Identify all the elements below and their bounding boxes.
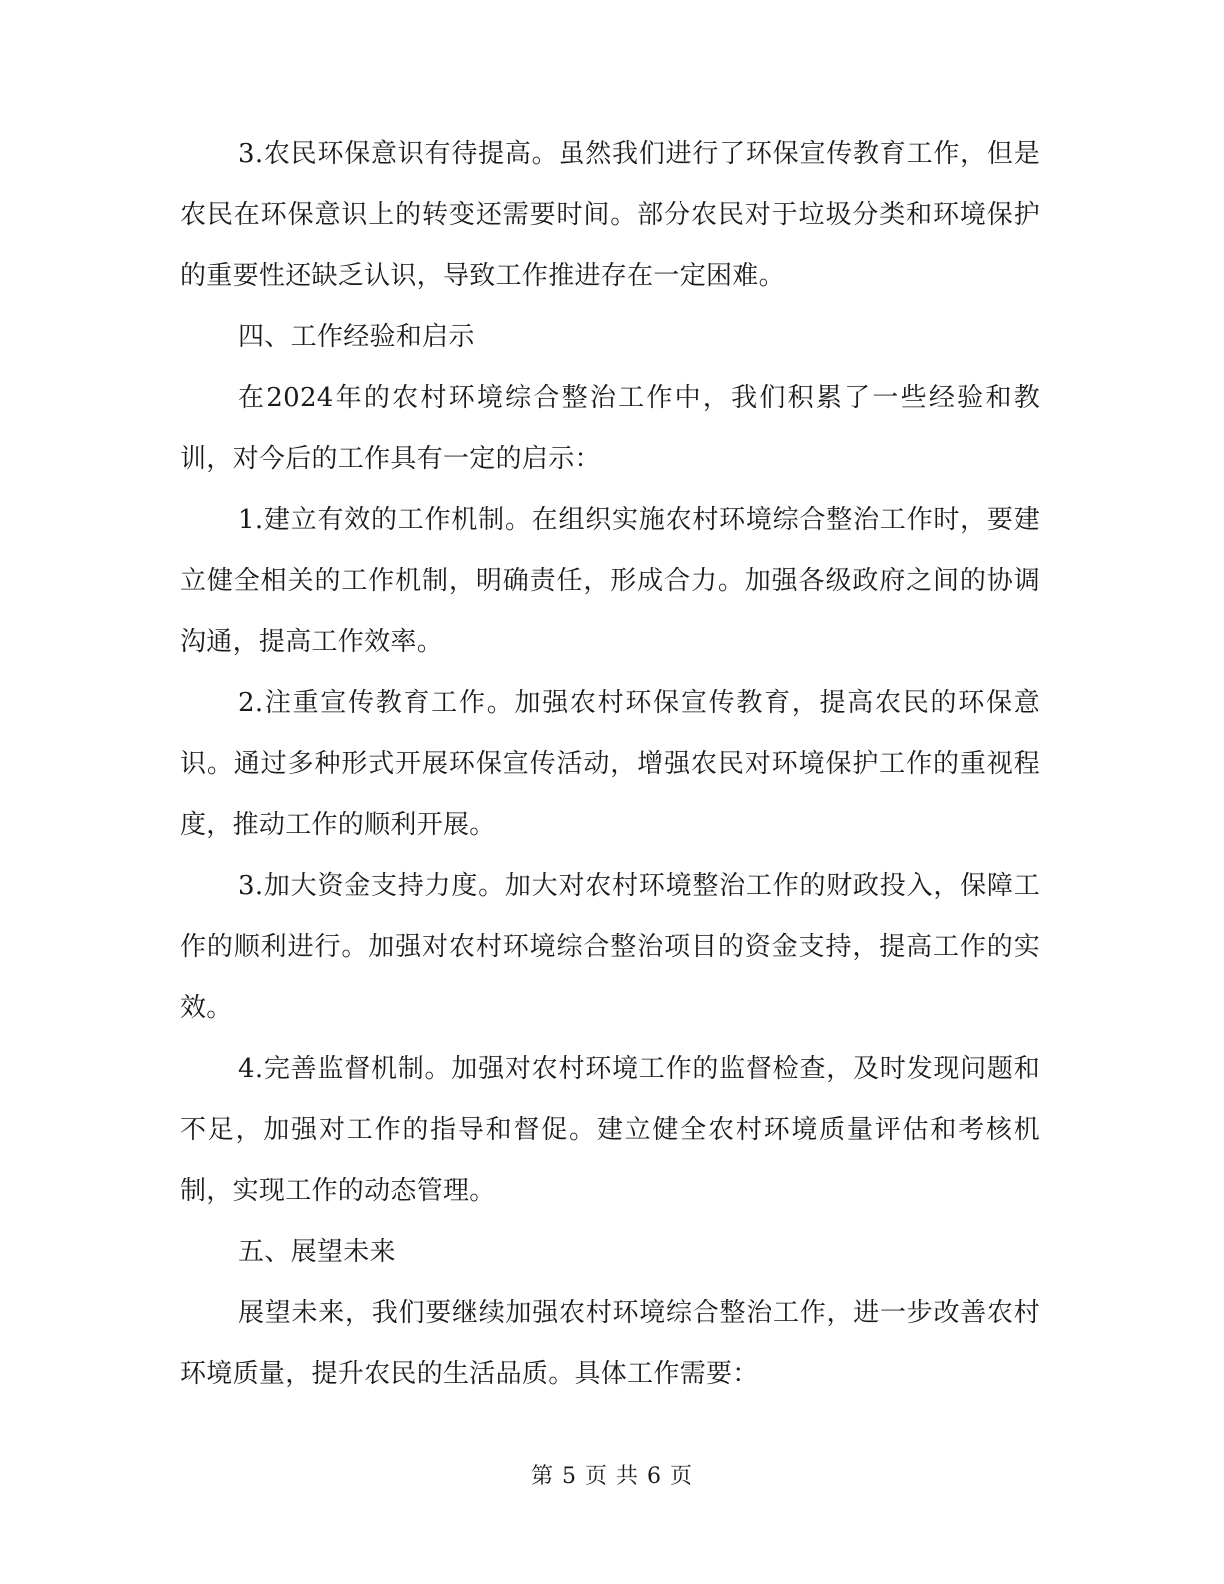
paragraph-section-4-intro: 在2024年的农村环境综合整治工作中，我们积累了一些经验和教训，对今后的工作具有一定的启示： bbox=[180, 383, 1040, 474]
document-body bbox=[180, 124, 1040, 1405]
paragraph-problem-3: 3.农民环保意识有待提高。虽然我们进行了环保宣传教育工作，但是农民在环保意识上的转变还需要时间。部分农民对于垃圾分类和环境保护的重要性还缺乏认识，导致工作推进存在一定困难。 bbox=[180, 139, 1040, 291]
page-number-label: 第 5 页 共 6 页 bbox=[531, 1464, 693, 1489]
heading-section-5: 五、展望未来 bbox=[238, 1237, 396, 1267]
page-footer bbox=[0, 1462, 1224, 1492]
paragraph-experience-2: 2.注重宣传教育工作。加强农村环保宣传教育，提高农民的环保意识。通过多种形式开展环保宣传活动，增强农民对环境保护工作的重视程度，推动工作的顺利开展。 bbox=[180, 688, 1040, 840]
paragraph-outlook: 展望未来，我们要继续加强农村环境综合整治工作，进一步改善农村环境质量，提升农民的生活品质。具体工作需要： bbox=[180, 1298, 1040, 1389]
paragraph-experience-3: 3.加大资金支持力度。加大对农村环境整治工作的财政投入，保障工作的顺利进行。加强对农村环境综合整治项目的资金支持，提高工作的实效。 bbox=[180, 871, 1040, 1023]
paragraph-experience-4: 4.完善监督机制。加强对农村环境工作的监督检查，及时发现问题和不足，加强对工作的指导和督促。建立健全农村环境质量评估和考核机制，实现工作的动态管理。 bbox=[180, 1054, 1040, 1206]
paragraph-experience-1: 1.建立有效的工作机制。在组织实施农村环境综合整治工作时，要建立健全相关的工作机制，明确责任，形成合力。加强各级政府之间的协调沟通，提高工作效率。 bbox=[180, 505, 1040, 657]
heading-section-4: 四、工作经验和启示 bbox=[238, 322, 475, 352]
